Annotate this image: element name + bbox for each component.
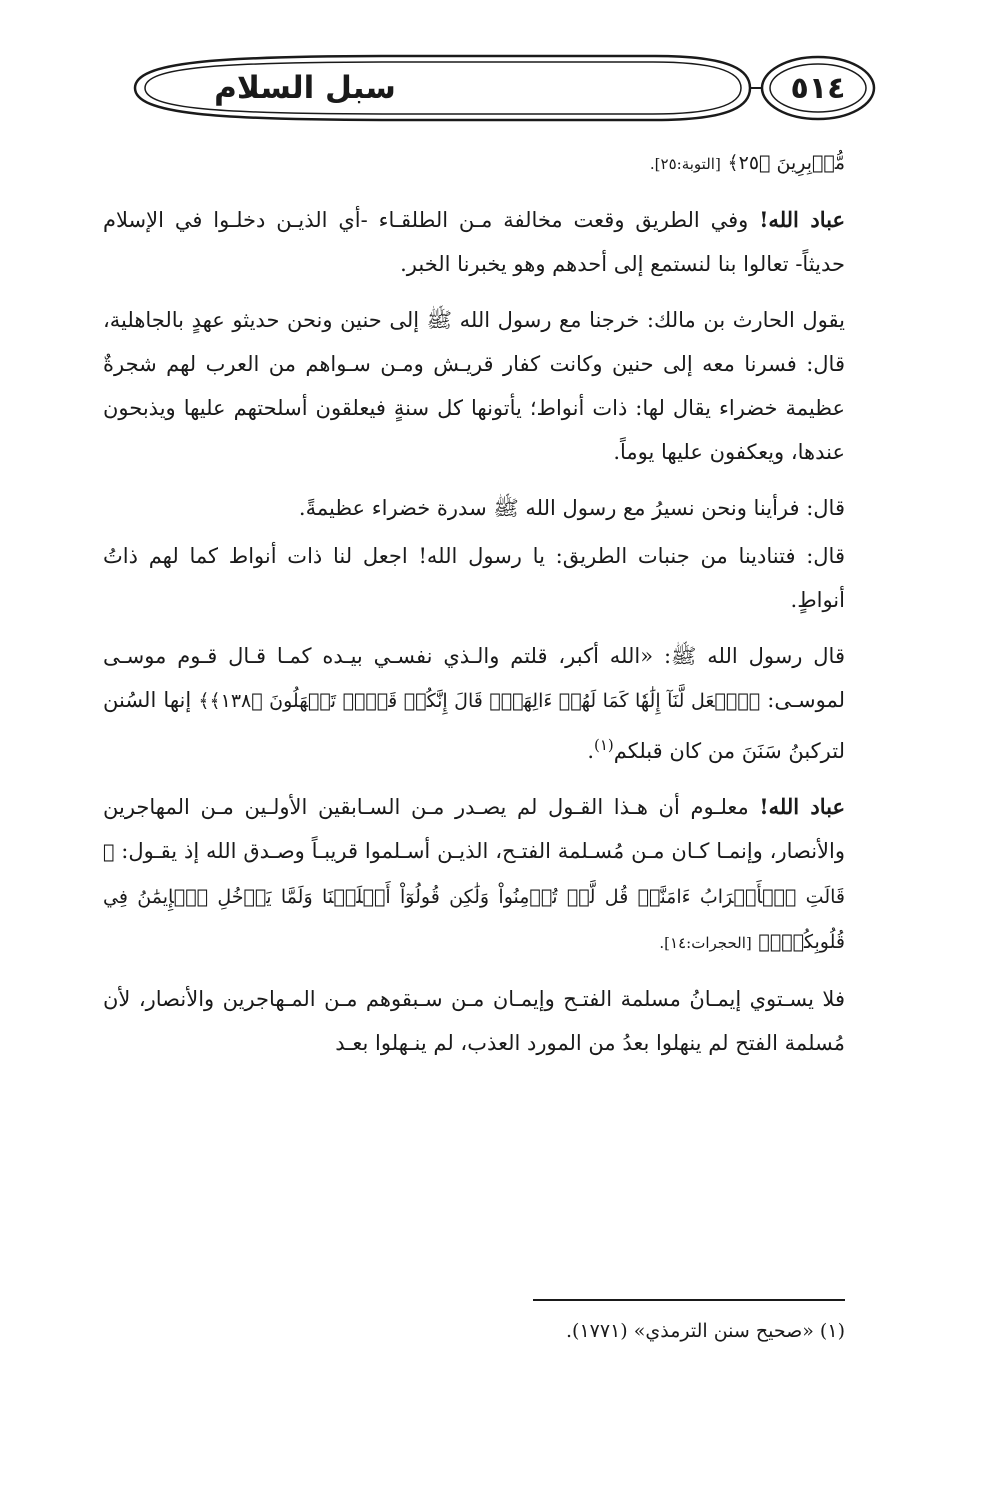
- paragraph-text: معلـوم أن هـذا القـول لم يصـدر مـن السـابقين الأولـين مـن المهاجرين والأنصار، وإنمـا كـان مـن مُسـلمة الفتـح، الذيـن أسـلموا قريبـاً وصـدق الله إذ يقـول:: [103, 795, 845, 863]
- hadith-intro: قال رسول الله ﷺ: «الله أكبر، قلتم والـذي نفسـي بيـده كمـا قـال قـوم موسـى لموسـى:: [103, 644, 845, 712]
- paragraph-5: [103, 634, 845, 773]
- paragraph-6: [103, 785, 845, 965]
- footnote: (١) «صحيح سنن الترمذي» (١٧٧١).: [566, 1320, 845, 1342]
- paragraph-text: وفي الطريق وقعت مخالفة مـن الطلقـاء -أي الذيـن دخلـوا في الإسلام حديثاً- تعالوا بنا لنستمع إلى أحدهم وهو يخبرنا الخبر.: [103, 208, 845, 276]
- quran-verse: ﴿ٱجۡعَل لَّنَآ إِلَٰهٗا كَمَا لَهُمۡ ءَالِهَةٞۚ قَالَ إِنَّكُمۡ قَوۡمٞ تَجۡهَلُونَ ﴿١٣٨﴾﴾: [198, 690, 761, 712]
- paragraph-7: [103, 977, 845, 1065]
- hadith-outro: إنها السُنن لتركبنُ سَنَنَ من كان قبلكم: [103, 688, 845, 763]
- quran-verse: ﴿ قَالَتِ ٱلۡأَعۡرَابُ ءَامَنَّاۖ قُل لَّمۡ تُؤۡمِنُواْ وَلَٰكِن قُولُوٓاْ أَسۡلَمۡنَا وَلَمَّا يَدۡخُلِ ٱلۡإِيمَٰنُ فِي قُلُوبِكُمۡۖ﴾: [103, 841, 845, 953]
- paragraph-text: فلا يسـتوي إيمـانُ مسلمة الفتـح وإيمـان مـن سـبقوهم مـن المـهاجرين والأنصار، لأن مُسلمة الفتح لم ينهلوا بعدُ من المورد العذب، لم ينـهلوا بعـد: [103, 987, 845, 1055]
- sentence-end: .: [587, 739, 594, 763]
- paragraph-text: قال: فرأينا ونحن نسيرُ مع رسول الله ﷺ سدرة خضراء عظيمةً.: [298, 496, 845, 520]
- book-title: سبل السلام: [214, 70, 396, 106]
- main-text: [103, 140, 845, 1077]
- paragraph-4: [103, 534, 845, 622]
- verse-reference: [التوبة:٢٥].: [649, 155, 721, 173]
- paragraph-3: [103, 486, 845, 530]
- page-number: ٥١٤: [790, 70, 846, 106]
- address-lead: عباد الله!: [759, 207, 846, 232]
- address-lead: عباد الله!: [759, 794, 845, 819]
- paragraph-text: قال: فتنادينا من جنبات الطريق: يا رسول الله! اجعل لنا ذات أنواط كما لهم ذاتُ أنواطٍ.: [103, 544, 845, 612]
- footnote-marker: (١): [594, 736, 614, 754]
- paragraph-verse-end: [103, 140, 845, 186]
- paragraph-text: يقول الحارث بن مالك: خرجنا مع رسول الله ﷺ إلى حنين ونحن حديثو عهدٍ بالجاهلية، قال: فسرنا معه إلى حنين وكانت كفار قريـش ومـن سـواهم من العرب لهم شجرةٌ عظيمة خضراء يقال لها: ذات أنواط؛ يأتونها كل سنةٍ فيعلقون أسلحتهم عليها ويذبحون عندها، ويعكفون عليها يوماً.: [103, 308, 845, 464]
- verse-reference: [الحجرات:١٤].: [659, 934, 752, 952]
- paragraph-1: [103, 198, 845, 286]
- footnote-divider: [533, 1299, 845, 1301]
- paragraph-2: [103, 298, 845, 474]
- page-header: [95, 52, 880, 124]
- quran-verse: مُّدۡبِرِينَ ﴿٢٥﴾: [727, 152, 845, 174]
